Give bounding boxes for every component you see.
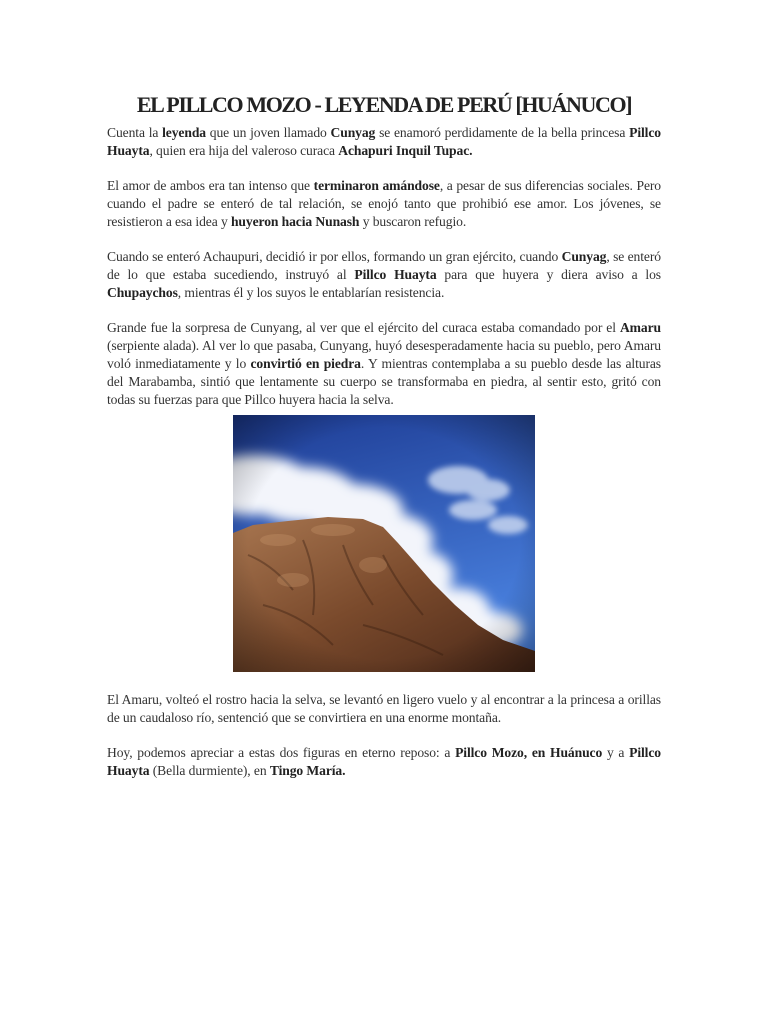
mountain-photo-illustration [233,415,535,672]
text-run: y buscaron refugio. [359,214,467,229]
text-run: , mientras él y los suyos le entablarían resistencia. [177,285,445,300]
text-run: . Y mientras contemplaba a su pueblo desde las alturas del Marabamba, sintió que lentamente su cuerpo se transformaba en piedra, al sentir esto, gritó con todas su fuerzas para que Pillco huyera hacia la selva. [107,356,661,407]
text-run: Grande fue la sorpresa de Cunyang, al ver que el ejército del curaca estaba comandado por el [107,320,620,335]
text-run: El Amaru, volteó el rostro hacia la selva, se levantó en ligero vuelo y al encontrar a la princesa a orillas de un caudaloso río, sentenció que se convirtiera en una enorme montaña. [107,692,661,725]
text-run: se enamoró perdidamente de la bella princesa [375,125,630,140]
text-run: (Bella durmiente), en [149,763,270,778]
bold-text: convirtió en piedra [250,356,361,371]
text-run: El amor de ambos era tan intenso que [107,178,314,193]
bold-text: Pillco Huayta [354,267,437,282]
bold-text: Achapuri Inquil Tupac. [338,143,473,158]
bold-text: huyeron hacia Nunash [230,214,360,229]
paragraph-3 [107,248,661,302]
text-run: que un joven llamado [205,125,331,140]
paragraph-5 [107,691,661,727]
bold-text: Amaru [619,320,661,335]
bold-text: Cunyag [561,249,607,264]
paragraph-2 [107,177,661,231]
document-page [107,92,661,797]
bold-text: Cunyag [330,125,376,140]
mountain-photo [233,415,535,672]
document-title: EL PILLCO MOZO - LEYENDA DE PERÚ [HUÁNUCO] [136,92,632,117]
paragraph-1 [107,124,661,160]
bold-text: leyenda [162,125,206,140]
text-run: y a [602,745,630,760]
bold-text: Pillco Huayta [107,745,661,778]
bold-text: Pillco Mozo, en Huánuco [455,745,603,760]
paragraph-6 [107,744,661,780]
text-run: , quien era hija del valeroso curaca [149,143,339,158]
text-run: Cuando se enteró Achaupuri, decidió ir por ellos, formando un gran ejército, cuando [107,249,562,264]
bold-text: Chupaychos [107,285,178,300]
bold-text: Tingo María. [269,763,346,778]
text-run: para que huyera y diera aviso a los [436,267,661,282]
paragraph-4 [107,319,661,409]
bold-text: Pillco Huayta [107,125,661,158]
text-run: Cuenta la [107,125,163,140]
text-run: (serpiente alada). Al ver lo que pasaba, Cunyang, huyó desesperadamente hacia su pueblo, pero Amaru voló inmediatamente y lo [107,338,661,371]
bold-text: terminaron amándose [313,178,440,193]
text-run: , se enteró de lo que estaba sucediendo, instruyó al [107,249,661,282]
text-run: Hoy, podemos apreciar a estas dos figuras en eterno reposo: a [107,745,456,760]
text-run: , a pesar de sus diferencias sociales. Pero cuando el padre se enteró de tal relación, se enojó tanto que prohibió ese amor. Los jóvenes, se resistieron a esa idea y [107,178,661,229]
